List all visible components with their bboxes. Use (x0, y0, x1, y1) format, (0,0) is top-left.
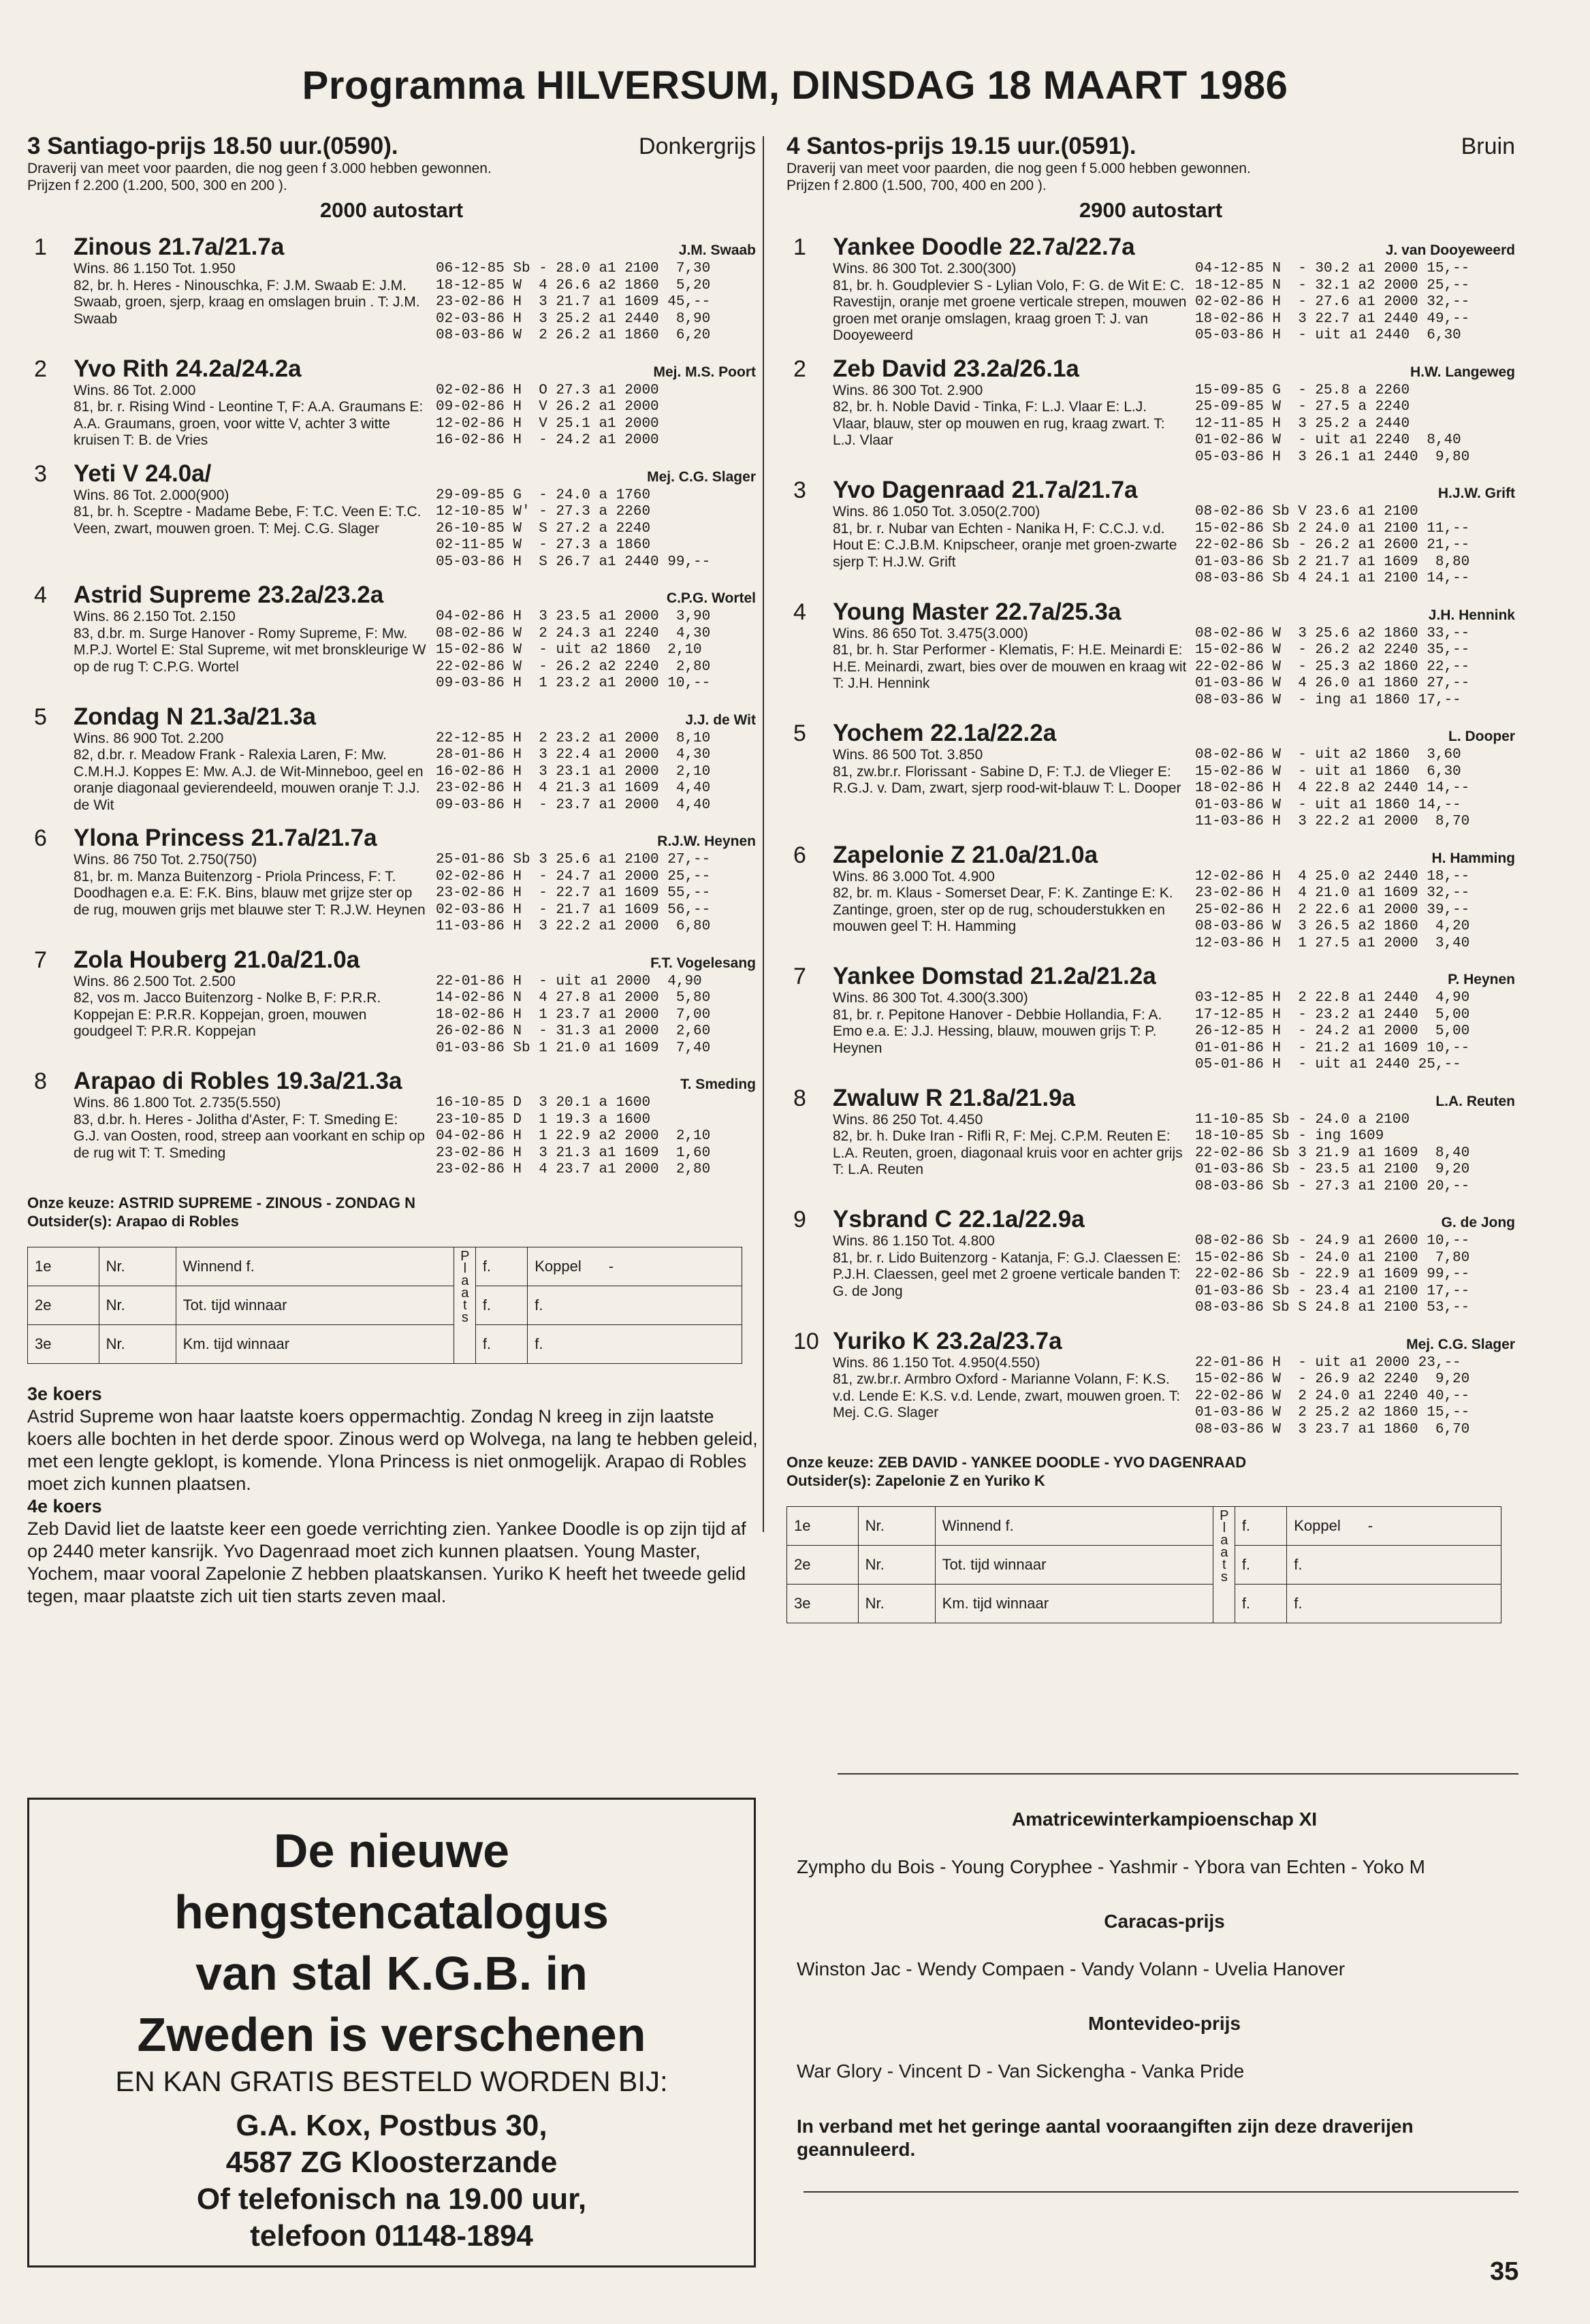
horse-recent-runs: 08-02-86 W - uit a2 1860 3,60 15-02-86 W - uit a1 1860 6,30 18-02-86 H 4 22.8 a2 2440 14,-- 01-03-86 W - uit a1 1860 14,-- 11-03-86 H 3 22.2 a1 2000 8,70 (1195, 747, 1470, 829)
horse-recent-runs: 04-12-85 N - 30.2 a1 2000 15,-- 18-12-85 N - 32.1 a2 2000 25,-- 02-02-86 H - 27.6 a1 2000 32,-- 18-02-86 H 3 22.7 a1 2440 49,-- 05-03-86 H - uit a1 2440 6,30 (1195, 261, 1470, 343)
number-label: Nr. (858, 1546, 935, 1585)
horse-recent-runs: 29-09-85 G - 24.0 a 1760 12-10-85 W' - 27.3 a 2260 26-10-85 W S 27.2 a 2240 02-11-85 W - 27.3 a 1860 05-03-86 H S 26.7 a1 2440 99,-- (436, 487, 711, 570)
horse-name: Yochem 22.1a/22.2a (833, 720, 1057, 746)
horse-content (74, 731, 756, 814)
horse-trainer: L.A. Reuten (1435, 1093, 1515, 1109)
horse-recent-runs: 02-02-86 H O 27.3 a1 2000 09-02-86 H V 26.2 a1 2000 12-02-86 H V 25.1 a1 2000 16-02-86 H - 24.2 a1 2000 (436, 382, 659, 448)
horse-description: Wins. 86 300 Tot. 2.900 82, br. h. Noble David - Tinka, F: L.J. Vlaar E: L.J. Vlaar, blauw, ster op mouwen en rug, kraag zwart. T: L.J. Vlaar (833, 382, 1165, 448)
horse-name: Zola Houberg 21.0a/21.0a (74, 946, 360, 973)
horse-header (833, 599, 1515, 626)
horse-description: Wins. 86 750 Tot. 2.750(750) 81, br. m. Manza Buitenzorg - Priola Princess, F: T. Doodhagen e.a. E: F.K. Bins, blauw met grijze ster op de rug, mouwen grijs met blauwe ster T: R.J.W. Heynen (74, 852, 426, 918)
horse-body (833, 720, 1515, 831)
horse-name: Young Master 22.7a/25.3a (833, 598, 1122, 625)
horse-trainer: Mej. C.G. Slager (1406, 1336, 1515, 1352)
horse-entry (27, 825, 756, 936)
horse-name: Yankee Domstad 21.2a/21.2a (833, 963, 1156, 989)
horse-header (74, 1068, 756, 1095)
horse-description: Wins. 86 Tot. 2.000(900) 81, br. h. Sceptre - Madame Bebe, F: T.C. Veen E: T.C. Veen, zwart, mouwen groen. T: Mej. C.G. Slager (74, 487, 422, 537)
results-row (28, 1324, 742, 1363)
amount-label: f. (1235, 1585, 1286, 1623)
horse-body (74, 460, 756, 571)
horse-content (74, 852, 756, 936)
race-header (27, 133, 756, 160)
koppel-amount: f. (1287, 1546, 1501, 1585)
ad-contact-3: Of telefonisch na 19.00 uur, (196, 2182, 587, 2216)
our-choice (27, 1194, 756, 1230)
horse-trainer: Mej. M.S. Poort (653, 364, 756, 380)
horse-header (833, 477, 1515, 504)
horse-recent-runs: 04-02-86 H 3 23.5 a1 2000 3,90 08-02-86 W 2 24.3 a1 2240 4,30 15-02-86 W - uit a2 1860 2,10 22-02-86 W - 26.2 a2 2240 2,80 09-03-86 H 1 23.2 a1 2000 10,-- (436, 609, 711, 691)
results-table (786, 1506, 1501, 1623)
horse-header (74, 460, 756, 488)
horse-header (74, 582, 756, 609)
cancelled-race-title-2: Caracas-prijs (1104, 1911, 1225, 1932)
horse-entry (786, 720, 1515, 831)
place-label: 1e (28, 1247, 99, 1286)
cancelled-race-title-1: Amatricewinterkampioenschap XI (1011, 1809, 1318, 1830)
horse-name: Yeti V 24.0a/ (74, 460, 212, 487)
race-conditions: Prijzen f 2.200 (1.200, 500, 300 en 200 ). (27, 178, 287, 193)
horse-content (833, 990, 1515, 1074)
horse-name: Zapelonie Z 21.0a/21.0a (833, 841, 1098, 868)
horse-entry (27, 460, 756, 571)
horse-entry (786, 1085, 1515, 1196)
horse-number: 3 (34, 460, 47, 487)
horse-body (833, 963, 1515, 1074)
horse-trainer: H.J.W. Grift (1437, 486, 1515, 501)
horse-number: 2 (793, 355, 806, 382)
number-label: Nr. (99, 1324, 176, 1363)
horse-recent-runs: 22-12-85 H 2 23.2 a1 2000 8,10 28-01-86 H 3 22.4 a1 2000 4,30 16-02-86 H 3 23.1 a1 2000 2,10 23-02-86 H 4 21.3 a1 1609 4,40 09-03-86 H - 23.7 a1 2000 4,40 (436, 730, 711, 813)
koppel-amount: f. (528, 1286, 742, 1324)
horse-recent-runs: 11-10-85 Sb - 24.0 a 2100 18-10-85 Sb - ing 1609 22-02-86 Sb 3 21.9 a1 1609 8,40 01-03-86 Sb - 23.5 a1 2100 9,20 08-03-86 Sb - 27.3 a1 2100 20,-- (1195, 1111, 1470, 1194)
horse-name: Zwaluw R 21.8a/21.9a (833, 1084, 1076, 1111)
horse-trainer: F.T. Vogelesang (650, 955, 756, 971)
horse-name: Zinous 21.7a/21.7a (74, 234, 285, 260)
horse-name: Arapao di Robles 19.3a/21.3a (74, 1068, 402, 1094)
outsiders-text: Outsider(s): Zapelonie Z en Yuriko K (786, 1472, 1045, 1489)
horse-description: Wins. 86 1.150 Tot. 4.950(4.550) 81, zw.br.r. Armbro Oxford - Marianne Volann, F: K.S. v.d. Lende E: K.S. v.d. Lende, zwart, mouwen groen. T: Mej. C.G. Slager (833, 1354, 1181, 1420)
ad-headline-2: hengstencatalogus (174, 1885, 609, 1939)
horse-body (74, 703, 756, 814)
horse-entry (786, 477, 1515, 588)
horse-description: Wins. 86 1.150 Tot. 4.800 81, br. r. Lido Buitenzorg - Katanja, F: G.J. Claessen E: P.J.H. Claessen, geel met 2 groene verticale banden T: G. de Jong (833, 1233, 1181, 1299)
race-commentary (27, 1383, 759, 1608)
horse-number: 1 (793, 234, 806, 260)
horse-body (833, 355, 1515, 466)
horse-description: Wins. 86 650 Tot. 3.475(3.000) 81, br. h. Star Performer - Klematis, F: H.E. Meinardi E: H.E. Meinardi, zwart, bies over de mouwen en kraag wit T: J.H. Hennink (833, 625, 1187, 691)
horse-name: Astrid Supreme 23.2a/23.2a (74, 582, 384, 608)
race-distance: 2900 autostart (1079, 198, 1223, 222)
horse-content (833, 1355, 1515, 1439)
race-header (786, 133, 1515, 160)
horse-content (833, 1112, 1515, 1196)
horse-description: Wins. 86 1.800 Tot. 2.735(5.550) 83, d.br. h. Heres - Jolitha d'Aster, F: T. Smeding E: G.J. van Oosten, rood, streep aan voorkant en schip op de rug wit T: T. Smeding (74, 1095, 425, 1161)
horse-content (74, 609, 756, 693)
place-label: 3e (787, 1585, 859, 1623)
results-row (28, 1286, 742, 1324)
info-label: Winnend f. (176, 1247, 454, 1286)
amount-label: f. (475, 1247, 527, 1286)
horse-header (74, 234, 756, 261)
outsiders-text: Outsider(s): Arapao di Robles (27, 1212, 239, 1230)
page-title: Programma HILVERSUM, DINSDAG 18 MAART 1986 (302, 63, 1288, 108)
cancelled-race-entries-2: Winston Jac - Wendy Compaen - Vandy Volann - Uvelia Hanover (797, 1958, 1346, 1979)
number-label: Nr. (99, 1286, 176, 1324)
horse-header (74, 355, 756, 383)
place-label: 3e (28, 1324, 99, 1363)
horse-entry (786, 234, 1515, 345)
horse-header (74, 703, 756, 731)
commentary-text-4: Zeb David liet de laatste keer een goede verrichting zien. Yankee Doodle is op zijn tijd af op 2440 meter kansrijk. Yvo Dagenraad moet zich kunnen plaatsen. Young Master, Yochem, maar vooral Zapelonie Z hebben plaatskansen. Yuriko K heeft het tweede gelid tegen, maar plaatste zich uit tien starts zeven maal. (27, 1518, 746, 1606)
horse-header (74, 946, 756, 974)
horse-body (74, 582, 756, 693)
horse-description: Wins. 86 300 Tot. 4.300(3.300) 81, br. r. Pepitone Hanover - Debbie Hollandia, F: A. Emo e.a. E: J.J. Hessing, blauw, mouwen grijs T: P. Heynen (833, 990, 1162, 1056)
horse-trainer: H.W. Langeweg (1410, 364, 1515, 380)
horse-number: 8 (34, 1068, 47, 1094)
ad-contact-1: G.A. Kox, Postbus 30, (236, 2109, 547, 2142)
race-4-column (786, 133, 1515, 1623)
horse-trainer: R.J.W. Heynen (657, 833, 756, 849)
horse-recent-runs: 16-10-85 D 3 20.1 a 1600 23-10-85 D 1 19.3 a 1600 04-02-86 H 1 22.9 a2 2000 2,10 23-02-86 H 3 21.3 a1 1609 1,60 23-02-86 H 4 23.7 a1 2000 2,80 (436, 1095, 711, 1177)
horse-entry (27, 1068, 756, 1179)
horse-entry (27, 946, 756, 1057)
horse-body (74, 355, 756, 449)
amount-label: f. (475, 1286, 527, 1324)
koppel-dash: - (608, 1257, 614, 1275)
horse-trainer: L. Dooper (1448, 729, 1515, 744)
info-label: Winnend f. (935, 1507, 1213, 1546)
race-color: Donkergrijs (639, 133, 756, 159)
horse-name: Yuriko K 23.2a/23.7a (833, 1327, 1062, 1354)
horse-trainer: J.M. Swaab (678, 242, 756, 258)
horse-body (74, 825, 756, 936)
our-choice-text: Onze keuze: ASTRID SUPREME - ZINOUS - ZONDAG N (27, 1194, 416, 1211)
horse-header (833, 1085, 1515, 1112)
horse-header (833, 234, 1515, 261)
horse-body (833, 599, 1515, 710)
race-distance: 2000 autostart (319, 198, 464, 222)
race-color: Bruin (1461, 133, 1515, 159)
horse-number: 6 (34, 825, 47, 851)
place-label: 2e (787, 1546, 859, 1585)
horse-entry (27, 355, 756, 449)
horse-content (833, 1233, 1515, 1317)
divider-bottom (804, 2191, 1519, 2193)
horse-name: Yvo Rith 24.2a/24.2a (74, 355, 302, 382)
horse-entry (786, 963, 1515, 1074)
horse-header (833, 355, 1515, 383)
our-choice (786, 1453, 1515, 1490)
horse-content (833, 869, 1515, 953)
trio-amount: f. (528, 1324, 742, 1363)
cancelled-race-title-3: Montevideo-prijs (1087, 2013, 1241, 2034)
horse-number: 8 (793, 1085, 806, 1111)
our-choice-text: Onze keuze: ZEB DAVID - YANKEE DOODLE - YVO DAGENRAAD (786, 1454, 1247, 1471)
plaats-label: Plaats (1213, 1507, 1235, 1623)
horse-number: 1 (34, 234, 47, 260)
number-label: Nr. (858, 1585, 935, 1623)
horse-number: 6 (793, 842, 806, 868)
horse-entry (786, 1328, 1515, 1439)
horse-trainer: Mej. C.G. Slager (647, 468, 756, 485)
advertisement-box (27, 1798, 756, 2267)
horse-entry (27, 582, 756, 693)
horse-description: Wins. 86 2.500 Tot. 2.500 82, vos m. Jacco Buitenzorg - Nolke B, F: P.R.R. Koppejan E: P.R.R. Koppejan, groen, mouwen goudgeel T: P.R.R. Koppejan (74, 973, 381, 1039)
trio-amount: f. (1287, 1585, 1501, 1623)
horse-name: Ylona Princess 21.7a/21.7a (74, 825, 377, 851)
horse-entry (786, 355, 1515, 466)
horse-description: Wins. 86 500 Tot. 3.850 81, zw.br.r. Florissant - Sabine D, F: T.J. de Vlieger E: R.G.J. v. Dam, zwart, sjerp rood-wit-blauw T: L. Dooper (833, 747, 1181, 796)
race-conditions: Draverij van meet voor paarden, die nog geen f 3.000 hebben gewonnen. (27, 161, 492, 176)
horse-recent-runs: 25-01-86 Sb 3 25.6 a1 2100 27,-- 02-02-86 H - 24.7 a1 2000 25,-- 23-02-86 H - 22.7 a1 1609 55,-- 02-03-86 H - 21.7 a1 1609 56,-- 11-03-86 H 3 22.2 a1 2000 6,80 (436, 852, 711, 934)
koppel-cell (528, 1247, 742, 1286)
horse-header (833, 1328, 1515, 1355)
ad-headline-4: Zweden is verschenen (137, 2008, 646, 2061)
horse-content (833, 383, 1515, 466)
horse-recent-runs: 12-02-86 H 4 25.0 a2 2440 18,-- 23-02-86 H 4 21.0 a1 1609 32,-- 25-02-86 H 2 22.6 a1 2000 39,-- 08-03-86 W 3 26.5 a2 1860 4,20 12-03-86 H 1 27.5 a1 2000 3,40 (1195, 868, 1470, 951)
horse-number: 5 (34, 703, 47, 730)
race-title: 3 Santiago-prijs 18.50 uur.(0590). (27, 133, 398, 159)
horse-body (74, 1068, 756, 1179)
commentary-heading-3: 3e koers (27, 1383, 102, 1404)
horse-description: Wins. 86 1.050 Tot. 3.050(2.700) 81, br. r. Nubar van Echten - Nanika H, F: C.C.J. v.d. Hout E: C.J.B.M. Knipscheer, oranje met groen-zwarte sjerp T: H.J.W. Grift (833, 504, 1177, 570)
koppel-label: Koppel (1294, 1517, 1341, 1534)
koppel-dash: - (1367, 1517, 1373, 1534)
results-row (787, 1546, 1501, 1585)
horse-number: 4 (793, 599, 806, 625)
horse-number: 10 (793, 1328, 819, 1354)
horse-entry (27, 234, 756, 345)
horse-header (833, 720, 1515, 747)
horse-content (833, 504, 1515, 588)
results-row (28, 1247, 742, 1286)
horse-name: Zeb David 23.2a/26.1a (833, 355, 1079, 382)
cancelled-race-entries-1: Zympho du Bois - Young Coryphee - Yashmir - Ybora van Echten - Yoko M (797, 1856, 1425, 1877)
horse-content (833, 261, 1515, 345)
horse-number: 3 (793, 477, 806, 503)
commentary-heading-4: 4e koers (27, 1495, 102, 1516)
horse-name: Ysbrand C 22.1a/22.9a (833, 1206, 1085, 1232)
race-conditions: Draverij van meet voor paarden, die nog geen f 5.000 hebben gewonnen. (786, 161, 1251, 176)
horse-recent-runs: 22-01-86 H - uit a1 2000 23,-- 15-02-86 W - 26.9 a2 2240 9,20 22-02-86 W 2 24.0 a1 2240 40,-- 01-03-86 W 2 25.2 a2 1860 15,-- 08-03-86 W 3 23.7 a1 1860 6,70 (1195, 1354, 1470, 1437)
ad-contact-2: 4587 ZG Kloosterzande (225, 2146, 558, 2179)
horse-content (74, 974, 756, 1057)
column-divider (763, 136, 764, 1532)
horse-description: Wins. 86 250 Tot. 4.450 82, br. h. Duke Iran - Rifli R, F: Mej. C.P.M. Reuten E: L.A. Reuten, groen, diagonaal kruis voor en achter grijs T: L.A. Reuten (833, 1111, 1183, 1177)
ad-subline: EN KAN GRATIS BESTELD WORDEN BIJ: (115, 2065, 668, 2097)
koppel-label: Koppel (535, 1257, 582, 1275)
results-row (787, 1585, 1501, 1623)
info-label: Km. tijd winnaar (176, 1324, 454, 1363)
number-label: Nr. (99, 1247, 176, 1286)
horse-trainer: T. Smeding (680, 1077, 756, 1092)
cancelled-race-entries-3: War Glory - Vincent D - Van Sickengha - Vanka Pride (797, 2060, 1245, 2082)
horse-trainer: G. de Jong (1441, 1215, 1515, 1230)
horse-header (74, 825, 756, 852)
page-number: 35 (1490, 2257, 1519, 2286)
horse-number: 7 (793, 964, 806, 989)
commentary-text-3: Astrid Supreme won haar laatste koers oppermachtig. Zondag N kreeg in zijn laatste koers alle bochten in het derde spoor. Zinous werd op Wolvega, na lang te hebben geleid, met een lengte geklopt, is komende. Ylona Princess is niet onmogelijk. Arapao di Robles moet zich kunnen plaatsen. (27, 1405, 758, 1494)
results-table (27, 1247, 742, 1364)
amount-label: f. (1235, 1546, 1286, 1585)
number-label: Nr. (858, 1507, 935, 1546)
horse-body (833, 1085, 1515, 1196)
info-label: Tot. tijd winnaar (935, 1546, 1213, 1585)
race-title: 4 Santos-prijs 19.15 uur.(0591). (786, 133, 1136, 159)
horse-number: 2 (34, 355, 47, 382)
horse-recent-runs: 08-02-86 Sb - 24.9 a1 2600 10,-- 15-02-86 Sb - 24.0 a1 2100 7,80 22-02-86 Sb - 22.9 a1 1609 99,-- 01-03-86 Sb - 23.4 a1 2100 17,-- 08-03-86 Sb S 24.8 a1 2100 53,-- (1195, 1233, 1470, 1316)
horse-recent-runs: 03-12-85 H 2 22.8 a1 2440 4,90 17-12-85 H - 23.2 a1 2440 5,00 26-12-85 H - 24.2 a1 2000 5,00 01-01-86 H - 21.2 a1 1609 10,-- 05-01-86 H - uit a1 2440 25,-- (1195, 990, 1470, 1072)
horse-entry (27, 703, 756, 814)
ad-headline-1: De nieuwe (273, 1824, 510, 1877)
horse-trainer: C.P.G. Wortel (666, 590, 756, 606)
place-label: 1e (787, 1507, 859, 1546)
info-label: Tot. tijd winnaar (176, 1286, 454, 1324)
ad-contact-4: telefoon 01148-1894 (250, 2219, 533, 2253)
horse-entry (786, 1206, 1515, 1317)
horse-body (833, 477, 1515, 588)
koppel-cell (1287, 1507, 1501, 1546)
horse-content (74, 488, 756, 571)
horse-number: 9 (793, 1207, 806, 1232)
horse-body (833, 234, 1515, 345)
horse-description: Wins. 86 900 Tot. 2.200 82, d.br. r. Meadow Frank - Ralexia Laren, F: Mw. C.M.H.J. Koppes E: Mw. A.J. de Wit-Minneboo, geel en oranje diagonaal gevierendeeld, mouwen oranje T: J.J. de Wit (74, 730, 424, 813)
results-row (787, 1507, 1501, 1546)
horse-content (833, 626, 1515, 710)
horse-description: Wins. 86 2.150 Tot. 2.150 83, d.br. m. Surge Hanover - Romy Supreme, F: Mw. M.P.J. Wortel E: Stal Supreme, wit met bronskleurige W op de rug T: C.P.G. Wortel (74, 609, 426, 675)
horse-number: 5 (793, 720, 806, 746)
horse-trainer: J.H. Hennink (1428, 607, 1515, 623)
horse-number: 7 (34, 946, 47, 973)
horse-content (74, 383, 756, 449)
horse-body (74, 946, 756, 1057)
horse-body (833, 1206, 1515, 1317)
horse-trainer: J.J. de Wit (685, 712, 756, 728)
horse-name: Zondag N 21.3a/21.3a (74, 703, 316, 730)
horse-trainer: J. van Dooyeweerd (1385, 242, 1515, 258)
horse-trainer: P. Heynen (1448, 972, 1515, 987)
horse-number: 4 (34, 582, 47, 608)
horse-header (833, 963, 1515, 990)
horse-description: Wins. 86 Tot. 2.000 81, br. r. Rising Wind - Leontine T, F: A.A. Graumans E: A.A. Graumans, groen, voor witte V, achter 3 witte kruisen T: B. de Vries (74, 382, 424, 448)
plaats-label: Plaats (454, 1247, 475, 1363)
horse-name: Yvo Dagenraad 21.7a/21.7a (833, 477, 1138, 503)
horse-recent-runs: 22-01-86 H - uit a1 2000 4,90 14-02-86 N 4 27.8 a1 2000 5,80 18-02-86 H 1 23.7 a1 2000 7,00 26-02-86 N - 31.3 a1 2000 2,60 01-03-86 Sb 1 21.0 a1 1609 7,40 (436, 973, 711, 1056)
ad-headline-3: van stal K.G.B. in (195, 1947, 588, 2000)
horse-recent-runs: 08-02-86 W 3 25.6 a2 1860 33,-- 15-02-86 W - 26.2 a2 2240 35,-- 22-02-86 W - 25.3 a2 1860 22,-- 01-03-86 W 4 26.0 a1 1860 27,-- 08-03-86 W - ing a1 1860 17,-- (1195, 625, 1470, 708)
amount-label: f. (475, 1324, 527, 1363)
horse-content (74, 261, 756, 345)
amount-label: f. (1235, 1507, 1286, 1546)
horse-trainer: H. Hamming (1431, 850, 1515, 866)
horse-body (74, 234, 756, 345)
horse-entry (786, 842, 1515, 953)
horse-recent-runs: 15-09-85 G - 25.8 a 2260 25-09-85 W - 27.5 a 2240 12-11-85 H 3 25.2 a 2440 01-02-86 W - uit a1 2240 8,40 05-03-86 H 3 26.1 a1 2440 9,80 (1195, 382, 1470, 465)
cancelled-races (797, 1770, 1532, 2161)
horse-description: Wins. 86 1.150 Tot. 1.950 82, br. h. Heres - Ninouschka, F: J.M. Swaab E: J.M. Swaab, groen, sjerp, kraag en omslagen bruin . T: J.M. Swaab (74, 261, 420, 327)
horse-name: Yankee Doodle 22.7a/22.7a (833, 234, 1135, 260)
horse-body (833, 842, 1515, 953)
horse-recent-runs: 06-12-85 Sb - 28.0 a1 2100 7,30 18-12-85 W 4 26.6 a2 1860 5,20 23-02-86 H 3 21.7 a1 1609 45,-- 02-03-86 H 3 25.2 a1 2440 8,90 08-03-86 W 2 26.2 a1 1860 6,20 (436, 261, 711, 343)
horse-content (74, 1095, 756, 1179)
horse-entry (786, 599, 1515, 710)
horse-header (833, 842, 1515, 869)
horse-header (833, 1206, 1515, 1233)
place-label: 2e (28, 1286, 99, 1324)
horse-description: Wins. 86 3.000 Tot. 4.900 82, br. m. Klaus - Somerset Dear, F: K. Zantinge E: K. Zantinge, groen, ster op de rug, schouderstukken en mouwen geel T: H. Hamming (833, 868, 1173, 934)
race-3-column (27, 133, 756, 1608)
race-conditions: Prijzen f 2.800 (1.500, 700, 400 en 200 ). (786, 178, 1047, 193)
horse-body (833, 1328, 1515, 1439)
horse-description: Wins. 86 300 Tot. 2.300(300) 81, br. h. Goudplevier S - Lylian Volo, F: G. de Wit E: C. Ravestijn, oranje met groene verticale strepen, mouwen groen met oranje omslagen, kraag groen T: J. van Dooyeweerd (833, 261, 1187, 343)
cancellation-note: In verband met het geringe aantal vooraangiften zijn deze draverijen geannuleerd. (797, 2116, 1414, 2160)
info-label: Km. tijd winnaar (935, 1585, 1213, 1623)
horse-recent-runs: 08-02-86 Sb V 23.6 a1 2100 15-02-86 Sb 2 24.0 a1 2100 11,-- 22-02-86 Sb - 26.2 a1 2600 21,-- 01-03-86 Sb 2 21.7 a1 1609 8,80 08-03-86 Sb 4 24.1 a1 2100 14,-- (1195, 504, 1470, 586)
horse-content (833, 747, 1515, 831)
